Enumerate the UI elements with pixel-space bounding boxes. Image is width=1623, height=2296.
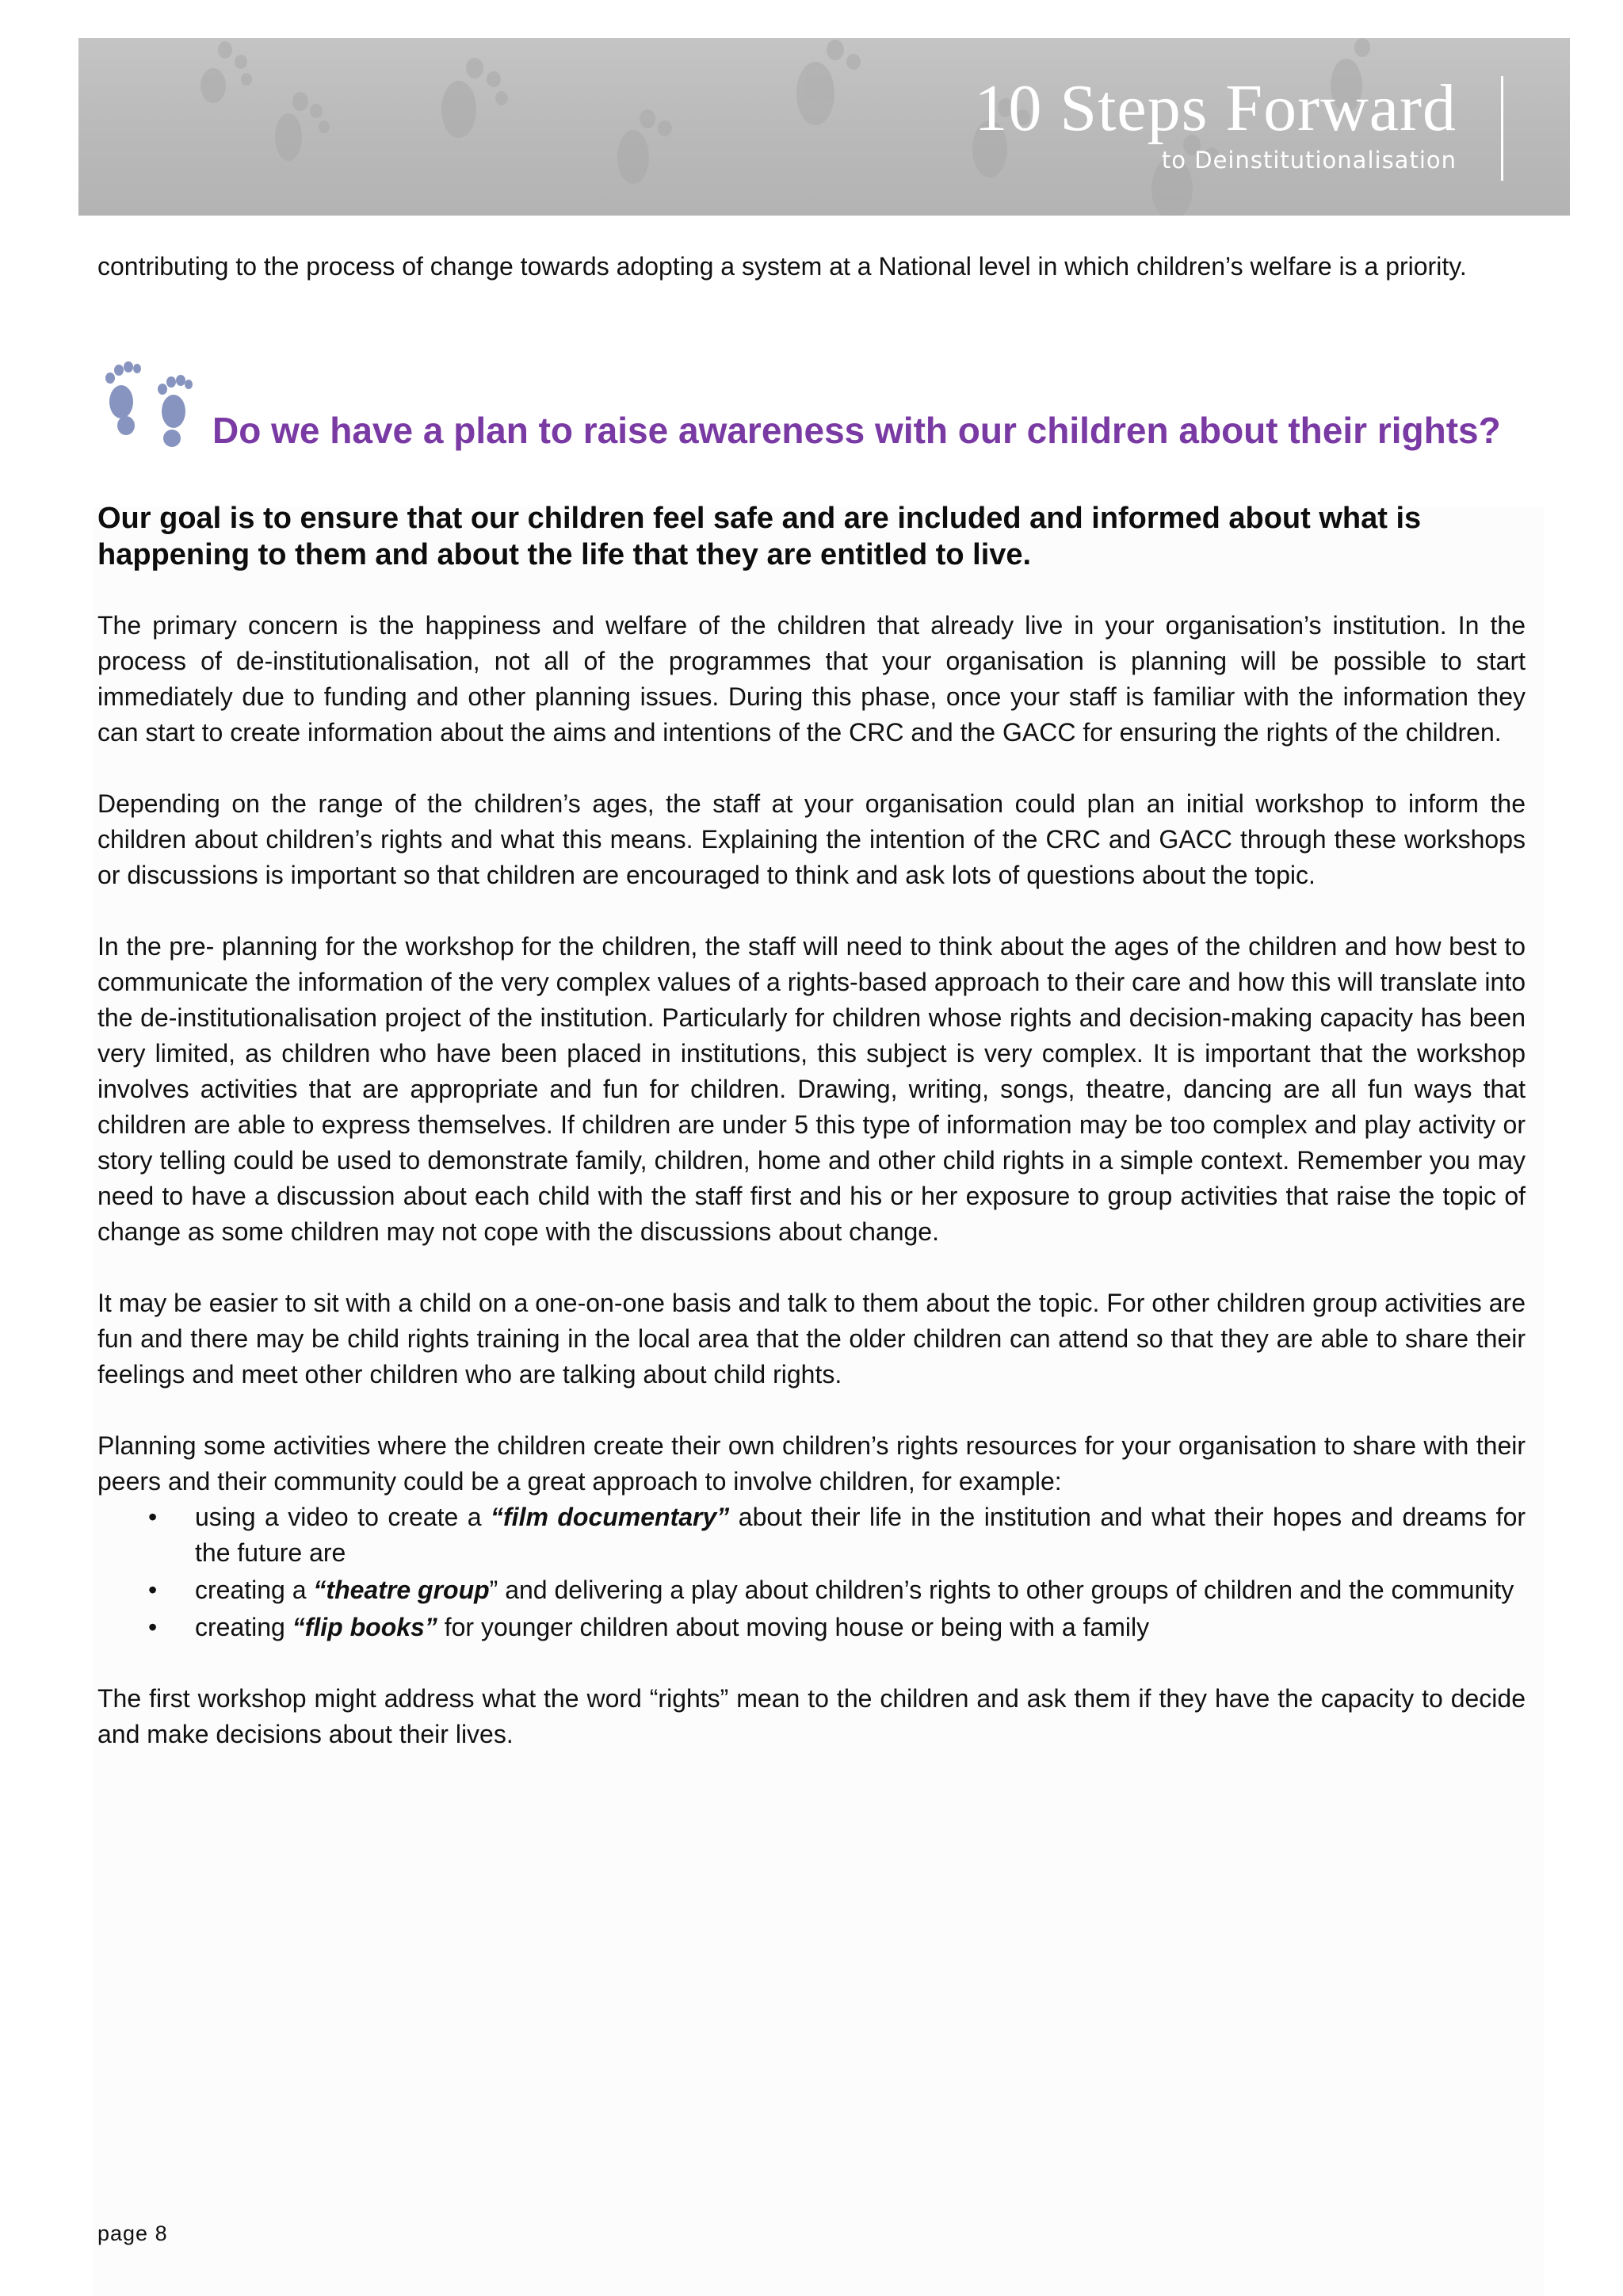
banner-subtitle: to Deinstitutionalisation — [1161, 147, 1457, 174]
footprints-icon — [94, 357, 205, 449]
list-item-emphasis: “film documentary” — [491, 1503, 730, 1531]
list-item-text: about their life in the institution and what their hopes and dreams for the future are — [195, 1503, 1526, 1567]
page-content — [97, 249, 1526, 1752]
closing-paragraph: The first workshop might address what the word “rights” mean to the children and ask them if they have the capacity to decide and make decisions about their lives. — [97, 1684, 1526, 1748]
header-banner — [78, 38, 1570, 216]
intro-paragraph: contributing to the process of change towards adopting a system at a National level in which children’s welfare is a priority. — [97, 252, 1467, 281]
list-item-emphasis: “flip books” — [292, 1613, 437, 1641]
bullet-dot: • — [148, 1613, 158, 1641]
body-paragraph: Planning some activities where the children create their own children’s rights resources for your organisation to share with their peers and their community could be a great approach to involve children, for example: — [97, 1431, 1526, 1496]
section-heading: Do we have a plan to raise awareness with our children about their rights? — [212, 410, 1501, 451]
list-item-text: creating a — [195, 1576, 314, 1604]
section-heading-block — [97, 364, 1526, 453]
list-item-text: using a video to create a — [195, 1503, 491, 1531]
list-item — [97, 1499, 1526, 1571]
list-item-text: creating — [195, 1613, 292, 1641]
list-item-text: ” and delivering a play about children’s rights to other groups of children and the community — [489, 1576, 1514, 1604]
list-item — [97, 1572, 1526, 1608]
list-item-emphasis: “theatre group — [313, 1576, 490, 1604]
activity-list — [97, 1499, 1526, 1645]
list-item-text: for younger children about moving house or being with a family — [437, 1613, 1150, 1641]
banner-divider — [1501, 76, 1503, 181]
body-paragraph: It may be easier to sit with a child on a one-on-one basis and talk to them about the topic. For other children group activities are fun and there may be child rights training in the local area that the older children can attend so that they are able to share their feelings and meet other children who are talking about child rights. — [97, 1289, 1526, 1389]
body-paragraph: In the pre- planning for the workshop for the children, the staff will need to think about the ages of the children and how best to communicate the information of the very complex values of a rights-based approach to their care and how this will translate into the de-institutionalisation project of the institution. Particularly for children whose rights and decision-making capacity has been very limited, as children who have been placed in institutions, this subject is very complex. It is important that the workshop involves activities that are appropriate and fun for children. Drawing, writing, songs, theatre, dancing are all fun ways that children are able to express themselves. If children are under 5 this type of information may be too complex and play activity or story telling could be used to demonstrate family, children, home and other child rights in a simple context. Remember you may need to have a discussion about each child with the staff first and his or her exposure to group activities that raise the topic of change as some children may not cope with the discussions about change. — [97, 932, 1526, 1246]
bullet-dot: • — [148, 1576, 158, 1604]
list-item — [97, 1610, 1526, 1645]
banner-title: 10 Steps Forward — [974, 71, 1457, 145]
body-paragraph: Depending on the range of the children’s ages, the staff at your organisation could plan an initial workshop to inform the children about children’s rights and what this means. Explaining the intention of the CRC and GACC through these workshops or discussions is important so that children are encouraged to think and ask lots of questions about the topic. — [97, 789, 1526, 889]
bullet-dot: • — [148, 1503, 158, 1531]
body-paragraph: The primary concern is the happiness and welfare of the children that already live in your organisation’s institution. In the process of de-institutionalisation, not all of the programmes that your organisation is planning will be possible to start immediately due to funding and other planning issues. During this phase, once your staff is familiar with the information they can start to create information about the aims and intentions of the CRC and the GACC for ensuring the rights of the children. — [97, 611, 1526, 747]
page-number: page 8 — [97, 2222, 168, 2245]
goal-statement: Our goal is to ensure that our children feel safe and are included and informed about what is happening to them and about the life that they are entitled to live. — [97, 502, 1422, 571]
